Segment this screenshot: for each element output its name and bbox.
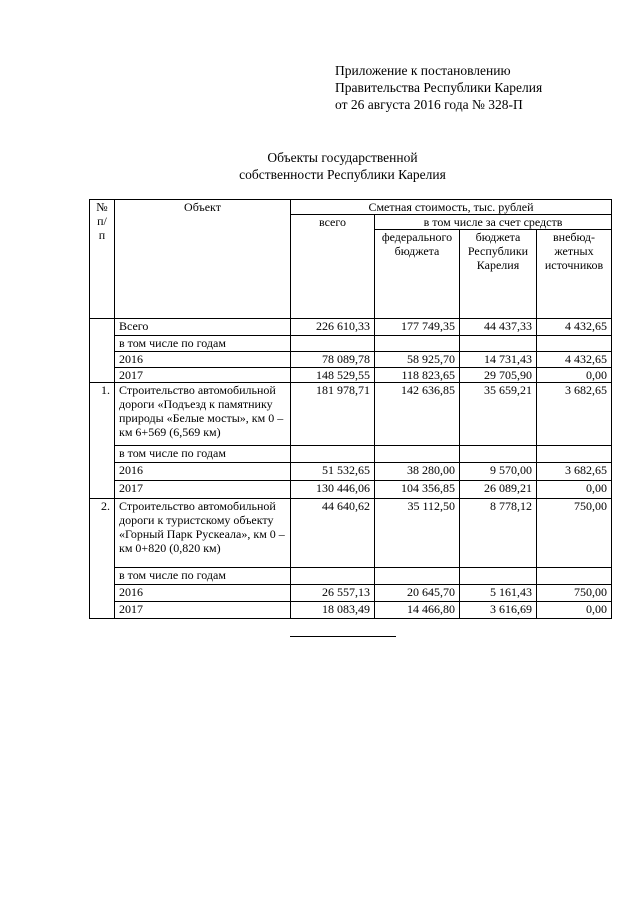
obj1-2016-total: 51 532,65 bbox=[291, 463, 375, 481]
summary-federal: 177 749,35 bbox=[375, 319, 460, 336]
summary-2016-republic: 14 731,43 bbox=[460, 352, 537, 368]
obj2-2016-federal: 20 645,70 bbox=[375, 585, 460, 602]
summary-2016-extra: 4 432,65 bbox=[537, 352, 612, 368]
obj1-republic: 35 659,21 bbox=[460, 383, 537, 446]
summary-2017-republic: 29 705,90 bbox=[460, 368, 537, 383]
summary-2017-federal: 118 823,65 bbox=[375, 368, 460, 383]
obj2-by-years: в том числе по годам bbox=[115, 568, 291, 585]
document-title bbox=[0, 149, 640, 183]
obj2-2017-year: 2017 bbox=[115, 602, 291, 619]
obj2-extra: 750,00 bbox=[537, 499, 612, 568]
obj1-2017-federal: 104 356,85 bbox=[375, 481, 460, 499]
obj2-2017-extra: 0,00 bbox=[537, 602, 612, 619]
header-federal: федерального бюджета bbox=[375, 230, 460, 319]
summary-extra: 4 432,65 bbox=[537, 319, 612, 336]
title-line-1: Объекты государственной bbox=[267, 150, 418, 165]
header-including: в том числе за счет средств bbox=[375, 215, 612, 230]
obj2-2017-federal: 14 466,80 bbox=[375, 602, 460, 619]
obj2-total: 44 640,62 bbox=[291, 499, 375, 568]
objects-table bbox=[89, 199, 612, 619]
obj1-name: Строительство автомобильной дороги «Подъезд к памятнику природы «Белые мосты», км 0 – км 6+569 (6,569 км) bbox=[115, 383, 291, 446]
summary-republic: 44 437,33 bbox=[460, 319, 537, 336]
obj2-2017-republic: 3 616,69 bbox=[460, 602, 537, 619]
header-num: № п/п bbox=[90, 200, 115, 319]
obj1-total: 181 978,71 bbox=[291, 383, 375, 446]
table-row bbox=[90, 336, 612, 352]
header-republic: бюджета Республики Карелия bbox=[460, 230, 537, 319]
obj1-2016-federal: 38 280,00 bbox=[375, 463, 460, 481]
table-row bbox=[90, 499, 612, 568]
obj1-2017-republic: 26 089,21 bbox=[460, 481, 537, 499]
obj2-2016-republic: 5 161,43 bbox=[460, 585, 537, 602]
obj2-name: Строительство автомобильной дороги к туристскому объекту «Горный Парк Рускеала», км 0 – км 0+820 (0,820 км) bbox=[115, 499, 291, 568]
obj2-num: 2. bbox=[90, 499, 115, 619]
appendix-line-3: от 26 августа 2016 года № 328-П bbox=[335, 97, 523, 112]
appendix-line-2: Правительства Республики Карелия bbox=[335, 80, 543, 95]
table-row bbox=[90, 446, 612, 463]
obj2-2017-total: 18 083,49 bbox=[291, 602, 375, 619]
title-line-2: собственности Республики Карелия bbox=[239, 167, 446, 182]
table-row bbox=[90, 368, 612, 383]
header-total: всего bbox=[291, 215, 375, 319]
table-row bbox=[90, 585, 612, 602]
obj1-2016-republic: 9 570,00 bbox=[460, 463, 537, 481]
obj1-2017-year: 2017 bbox=[115, 481, 291, 499]
appendix-note bbox=[335, 62, 542, 113]
obj1-2017-extra: 0,00 bbox=[537, 481, 612, 499]
summary-total: 226 610,33 bbox=[291, 319, 375, 336]
obj2-republic: 8 778,12 bbox=[460, 499, 537, 568]
summary-2016-federal: 58 925,70 bbox=[375, 352, 460, 368]
header-cost: Сметная стоимость, тыс. рублей bbox=[291, 200, 612, 215]
summary-by-years: в том числе по годам bbox=[115, 336, 291, 352]
table-row bbox=[90, 463, 612, 481]
table-row bbox=[90, 352, 612, 368]
obj1-2016-year: 2016 bbox=[115, 463, 291, 481]
summary-2016-year: 2016 bbox=[115, 352, 291, 368]
summary-2017-total: 148 529,55 bbox=[291, 368, 375, 383]
table-row bbox=[90, 481, 612, 499]
summary-2017-extra: 0,00 bbox=[537, 368, 612, 383]
appendix-line-1: Приложение к постановлению bbox=[335, 63, 511, 78]
obj2-2016-year: 2016 bbox=[115, 585, 291, 602]
header-extra: внебюд-жетных источников bbox=[537, 230, 612, 319]
obj1-extra: 3 682,65 bbox=[537, 383, 612, 446]
obj1-2016-extra: 3 682,65 bbox=[537, 463, 612, 481]
obj1-by-years: в том числе по годам bbox=[115, 446, 291, 463]
obj2-federal: 35 112,50 bbox=[375, 499, 460, 568]
closing-line bbox=[290, 636, 396, 637]
obj1-num: 1. bbox=[90, 383, 115, 499]
obj1-2017-total: 130 446,06 bbox=[291, 481, 375, 499]
table-row bbox=[90, 319, 612, 336]
table-row bbox=[90, 602, 612, 619]
table-row bbox=[90, 383, 612, 446]
obj1-federal: 142 636,85 bbox=[375, 383, 460, 446]
summary-2017-year: 2017 bbox=[115, 368, 291, 383]
summary-2016-total: 78 089,78 bbox=[291, 352, 375, 368]
summary-label: Всего bbox=[115, 319, 291, 336]
obj2-2016-extra: 750,00 bbox=[537, 585, 612, 602]
header-object: Объект bbox=[115, 200, 291, 319]
table-row bbox=[90, 568, 612, 585]
obj2-2016-total: 26 557,13 bbox=[291, 585, 375, 602]
